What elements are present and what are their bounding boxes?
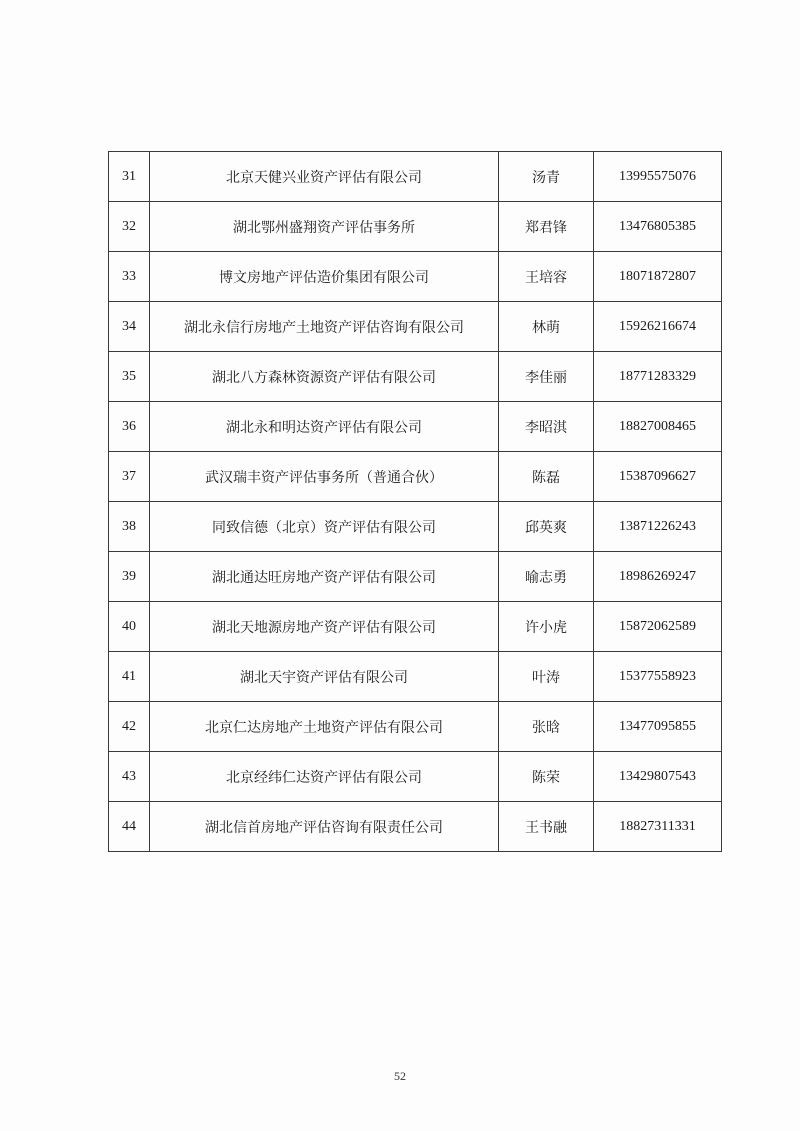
phone-number-cell: 13476805385 [594, 202, 722, 252]
contact-person-cell: 王培容 [499, 252, 594, 302]
contact-person-cell: 李昭淇 [499, 402, 594, 452]
company-name-cell: 博文房地产评估造价集团有限公司 [150, 252, 499, 302]
contact-person-cell: 陈磊 [499, 452, 594, 502]
table-row [109, 452, 722, 502]
table-row [109, 502, 722, 552]
company-name-cell: 北京仁达房地产土地资产评估有限公司 [150, 702, 499, 752]
row-number-cell: 35 [109, 352, 150, 402]
phone-number-cell: 18071872807 [594, 252, 722, 302]
company-name-cell: 武汉瑞丰资产评估事务所（普通合伙） [150, 452, 499, 502]
company-name-cell: 湖北天地源房地产资产评估有限公司 [150, 602, 499, 652]
table-row [109, 552, 722, 602]
row-number-cell: 33 [109, 252, 150, 302]
table-row [109, 702, 722, 752]
table-row [109, 302, 722, 352]
company-name-cell: 湖北永和明达资产评估有限公司 [150, 402, 499, 452]
contact-person-cell: 邱英爽 [499, 502, 594, 552]
table-row [109, 202, 722, 252]
phone-number-cell: 13871226243 [594, 502, 722, 552]
contact-person-cell: 叶涛 [499, 652, 594, 702]
company-name-cell: 湖北鄂州盛翔资产评估事务所 [150, 202, 499, 252]
phone-number-cell: 13995575076 [594, 152, 722, 202]
table-row [109, 652, 722, 702]
contact-person-cell: 汤青 [499, 152, 594, 202]
phone-number-cell: 18771283329 [594, 352, 722, 402]
contact-person-cell: 郑君锋 [499, 202, 594, 252]
table-row [109, 352, 722, 402]
table-row [109, 752, 722, 802]
phone-number-cell: 18827008465 [594, 402, 722, 452]
table-body [109, 152, 722, 852]
table-row [109, 602, 722, 652]
contact-person-cell: 王书融 [499, 802, 594, 852]
row-number-cell: 43 [109, 752, 150, 802]
table-row [109, 152, 722, 202]
contact-person-cell: 许小虎 [499, 602, 594, 652]
phone-number-cell: 13477095855 [594, 702, 722, 752]
table-row [109, 402, 722, 452]
table-row [109, 252, 722, 302]
company-name-cell: 湖北八方森林资源资产评估有限公司 [150, 352, 499, 402]
row-number-cell: 32 [109, 202, 150, 252]
row-number-cell: 39 [109, 552, 150, 602]
row-number-cell: 40 [109, 602, 150, 652]
phone-number-cell: 15926216674 [594, 302, 722, 352]
company-name-cell: 湖北天宇资产评估有限公司 [150, 652, 499, 702]
company-name-cell: 湖北通达旺房地产资产评估有限公司 [150, 552, 499, 602]
contact-person-cell: 陈荣 [499, 752, 594, 802]
company-name-cell: 湖北永信行房地产土地资产评估咨询有限公司 [150, 302, 499, 352]
row-number-cell: 38 [109, 502, 150, 552]
row-number-cell: 41 [109, 652, 150, 702]
row-number-cell: 42 [109, 702, 150, 752]
company-name-cell: 同致信德（北京）资产评估有限公司 [150, 502, 499, 552]
row-number-cell: 31 [109, 152, 150, 202]
company-name-cell: 湖北信首房地产评估咨询有限责任公司 [150, 802, 499, 852]
contact-person-cell: 张晗 [499, 702, 594, 752]
phone-number-cell: 13429807543 [594, 752, 722, 802]
row-number-cell: 36 [109, 402, 150, 452]
company-name-cell: 北京天健兴业资产评估有限公司 [150, 152, 499, 202]
row-number-cell: 34 [109, 302, 150, 352]
phone-number-cell: 15872062589 [594, 602, 722, 652]
row-number-cell: 37 [109, 452, 150, 502]
phone-number-cell: 18986269247 [594, 552, 722, 602]
phone-number-cell: 18827311331 [594, 802, 722, 852]
phone-number-cell: 15387096627 [594, 452, 722, 502]
table-row [109, 802, 722, 852]
contact-person-cell: 李佳丽 [499, 352, 594, 402]
phone-number-cell: 15377558923 [594, 652, 722, 702]
page-number: 52 [394, 1069, 406, 1083]
row-number-cell: 44 [109, 802, 150, 852]
contact-person-cell: 林萌 [499, 302, 594, 352]
company-name-cell: 北京经纬仁达资产评估有限公司 [150, 752, 499, 802]
contact-person-cell: 喻志勇 [499, 552, 594, 602]
appraisal-company-table [108, 151, 722, 852]
